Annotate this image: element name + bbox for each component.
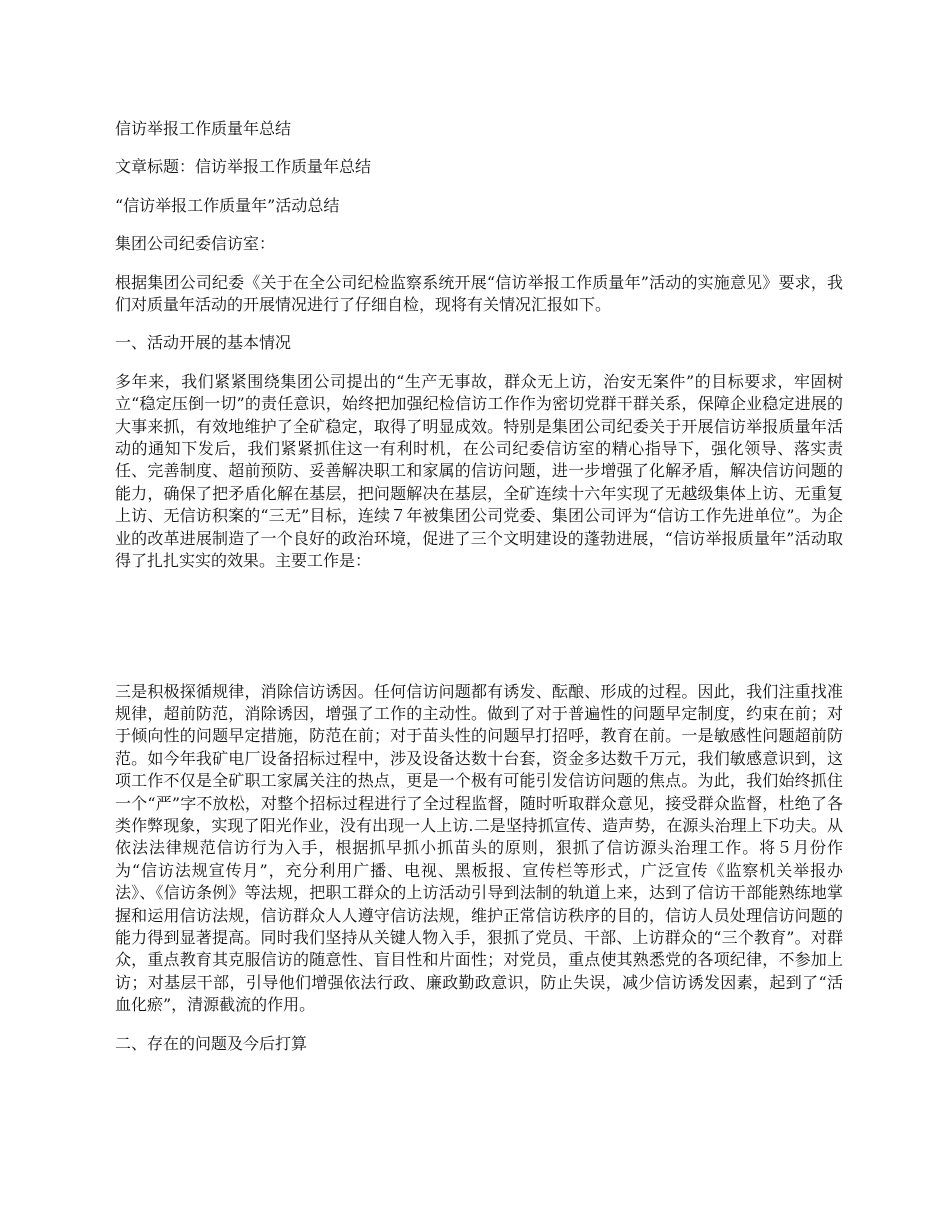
section-1-heading: 一、活动开展的基本情况 xyxy=(115,333,292,353)
section-1-body: 多年来，我们紧紧围绕集团公司提出的“生产无事故，群众无上访，治安无案件”的目标要求，牢固树立“稳定压倒一切”的责任意识，始终把加强纪检信访工作作为密切党群干群关系，保障企业稳定进展的大事来抓，有效地维护了全矿稳定，取得了明显成效。特别是集团公司纪委关于开展信访举报质量年活动的通知下发后，我们紧紧抓住这一有利时机，在公司纪委信访室的精心指导下，强化领导、落实责任、完善制度、超前预防、妥善解决职工和家属的信访问题，进一步增强了化解矛盾，解决信访问题的能力，确保了把矛盾化解在基层，把问题解决在基层，全矿连续十六年实现了无越级集体上访、无重复上访、无信访积案的“三无”目标，连续７年被集团公司党委、集团公司评为“信访工作先进单位”。为企业的改革进展制造了一个良好的政治环境，促进了三个文明建设的蓬勃进展，“信访举报质量年”活动取得了扎扎实实的效果。主要工作是： xyxy=(115,371,843,571)
document-page xyxy=(115,118,843,1071)
article-title: 文章标题：信访举报工作质量年总结 xyxy=(115,157,372,177)
blank-gap xyxy=(115,589,843,681)
section-2-heading: 二、存在的问题及今后打算 xyxy=(115,1033,308,1053)
document-title: 信访举报工作质量年总结 xyxy=(115,119,292,138)
section-1-point-3: 三是积极探循规律，消除信访诱因。任何信访问题都有诱发、酝酿、形成的过程。因此，我们注重找准规律，超前防范，消除诱因，增强了工作的主动性。做到了对于普遍性的问题早定制度，约束在前；对于倾向性的问题早定措施，防范在前；对于苗头性的问题早打招呼，教育在前。一是敏感性问题超前防范。如今年我矿电厂设备招标过程中，涉及设备达数十台套，资金多达数千万元，我们敏感意识到，这项工作不仅是全矿职工家属关注的热点，更是一个极有可能引发信访问题的焦点。为此，我们始终抓住一个“严”字不放松，对整个招标过程进行了全过程监督，随时听取群众意见，接受群众监督，杜绝了各类作弊现象，实现了阳光作业，没有出现一人上访.二是坚持抓宣传、造声势，在源头治理上下功夫。从依法法律规范信访行为入手，根据抓早抓小抓苗头的原则，狠抓了信访源头治理工作。将５月份作为“信访法规宣传月”，充分利用广播、电视、黑板报、宣传栏等形式，广泛宣传《监察机关举报办法》、《信访条例》等法规，把职工群众的上访活动引导到法制的轨道上来，达到了信访干部能熟练地掌握和运用信访法规，信访群众人人遵守信访法规，维护正常信访秩序的目的，信访人员处理信访问题的能力得到显著提高。同时我们坚持从关键人物入手，狠抓了党员、干部、上访群众的“三个教育”。对群众，重点教育其克服信访的随意性、盲目性和片面性；对党员，重点使其熟悉党的各项纪律，不参加上访；对基层干部，引导他们增强依法行政、廉政勤政意识，防止失误，减少信访诱发因素，起到了“活血化瘀”，清源截流的作用。 xyxy=(115,681,843,1015)
addressee: 集团公司纪委信访室： xyxy=(115,234,276,254)
intro-paragraph: 根据集团公司纪委《关于在全公司纪检监察系统开展“信访举报工作质量年”活动的实施意见》要求，我们对质量年活动的开展情况进行了仔细自检，现将有关情况汇报如下。 xyxy=(115,272,843,315)
document-subtitle: “信访举报工作质量年”活动总结 xyxy=(115,195,340,215)
